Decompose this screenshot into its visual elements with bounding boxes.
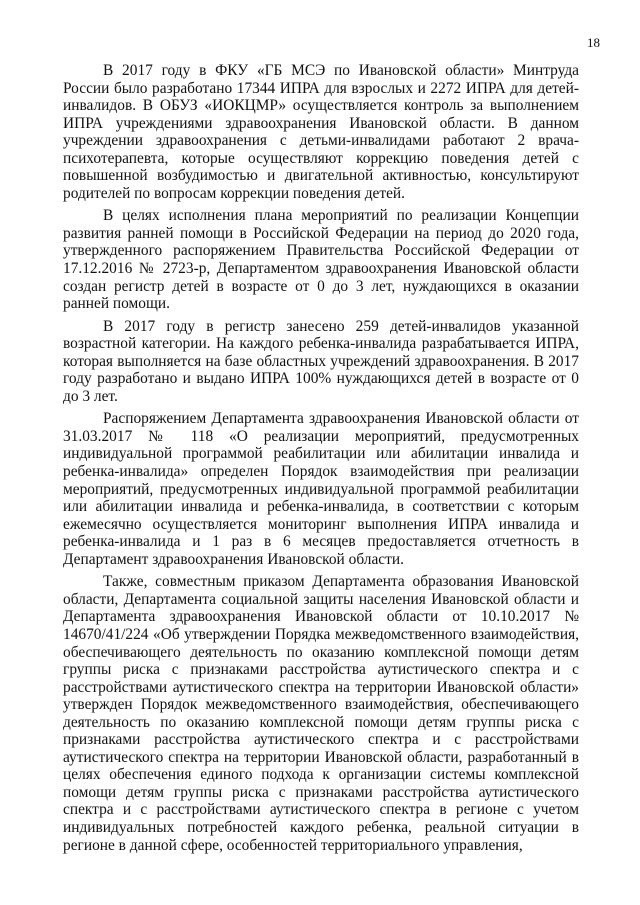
body-text <box>63 62 579 854</box>
paragraph: В 2017 году в ФКУ «ГБ МСЭ по Ивановской области» Минтруда России было разработано 17344 ИПРА для взрослых и 2272 ИПРА для детей-инвалидов. В ОБУЗ «ИОКЦМР» осуществляется контроль за выполнением ИПРА учреждениями здравоохранения Ивановской области. В данном учреждении здравоохранения с детьми-инвалидами работают 2 врача-психотерапевта, которые осуществляют коррекцию поведения детей с повышенной возбудимостью и двигательной активностью, консультируют родителей по вопросам коррекции поведения детей. <box>63 62 579 202</box>
paragraph: Распоряжением Департамента здравоохранения Ивановской области от 31.03.2017 № 118 «О реализации мероприятий, предусмотренных индивидуальной программой реабилитации или абилитации инвалида и ребенка-инвалида» определен Порядок взаимодействия при реализации мероприятий, предусмотренных индивидуальной программой реабилитации или абилитации инвалида и ребенка-инвалида, в соответствии с которым ежемесячно осуществляется мониторинг выполнения ИПРА инвалида и ребенка-инвалида и 1 раз в 6 месяцев предоставляется отчетность в Департамент здравоохранения Ивановской области. <box>63 410 579 568</box>
page-number: 18 <box>587 35 600 50</box>
paragraph: В целях исполнения плана мероприятий по реализации Концепции развития ранней помощи в Российской Федерации на период до 2020 года, утвержденного распоряжением Правительства Российской Федерации от 17.12.2016 № 2723-р, Департаментом здравоохранения Ивановской области создан регистр детей в возрасте от 0 до 3 лет, нуждающихся в оказании ранней помощи. <box>63 207 579 313</box>
paragraph: Также, совместным приказом Департамента образования Ивановской области, Департамента социальной защиты населения Ивановской области и Департамента здравоохранения Ивановской области от 10.10.2017 № 14670/41/224 «Об утверждении Порядка межведомственного взаимодействия, обеспечивающего деятельность по оказанию комплексной помощи детям группы риска с признаками расстройства аутистического спектра и с расстройствами аутистического спектра на территории Ивановской области» утвержден Порядок межведомственного взаимодействия, обеспечивающего деятельность по оказанию комплексной помощи детям группы риска с признаками расстройства аутистического спектра и с расстройствами аутистического спектра на территории Ивановской области, разработанный в целях обеспечения единого подхода к организации системы комплексной помощи детям группы риска с признаками расстройства аутистического спектра и с расстройствами аутистического спектра в регионе с учетом индивидуальных потребностей каждого ребенка, реальной ситуации в регионе в данной сфере, особенностей территориального управления, <box>63 573 579 854</box>
paragraph: В 2017 году в регистр занесено 259 детей-инвалидов указанной возрастной категории. На каждого ребенка-инвалида разрабатывается ИПРА, которая выполняется на базе областных учреждений здравоохранения. В 2017 году разработано и выдано ИПРА 100% нуждающихся детей в возрасте от 0 до 3 лет. <box>63 317 579 405</box>
